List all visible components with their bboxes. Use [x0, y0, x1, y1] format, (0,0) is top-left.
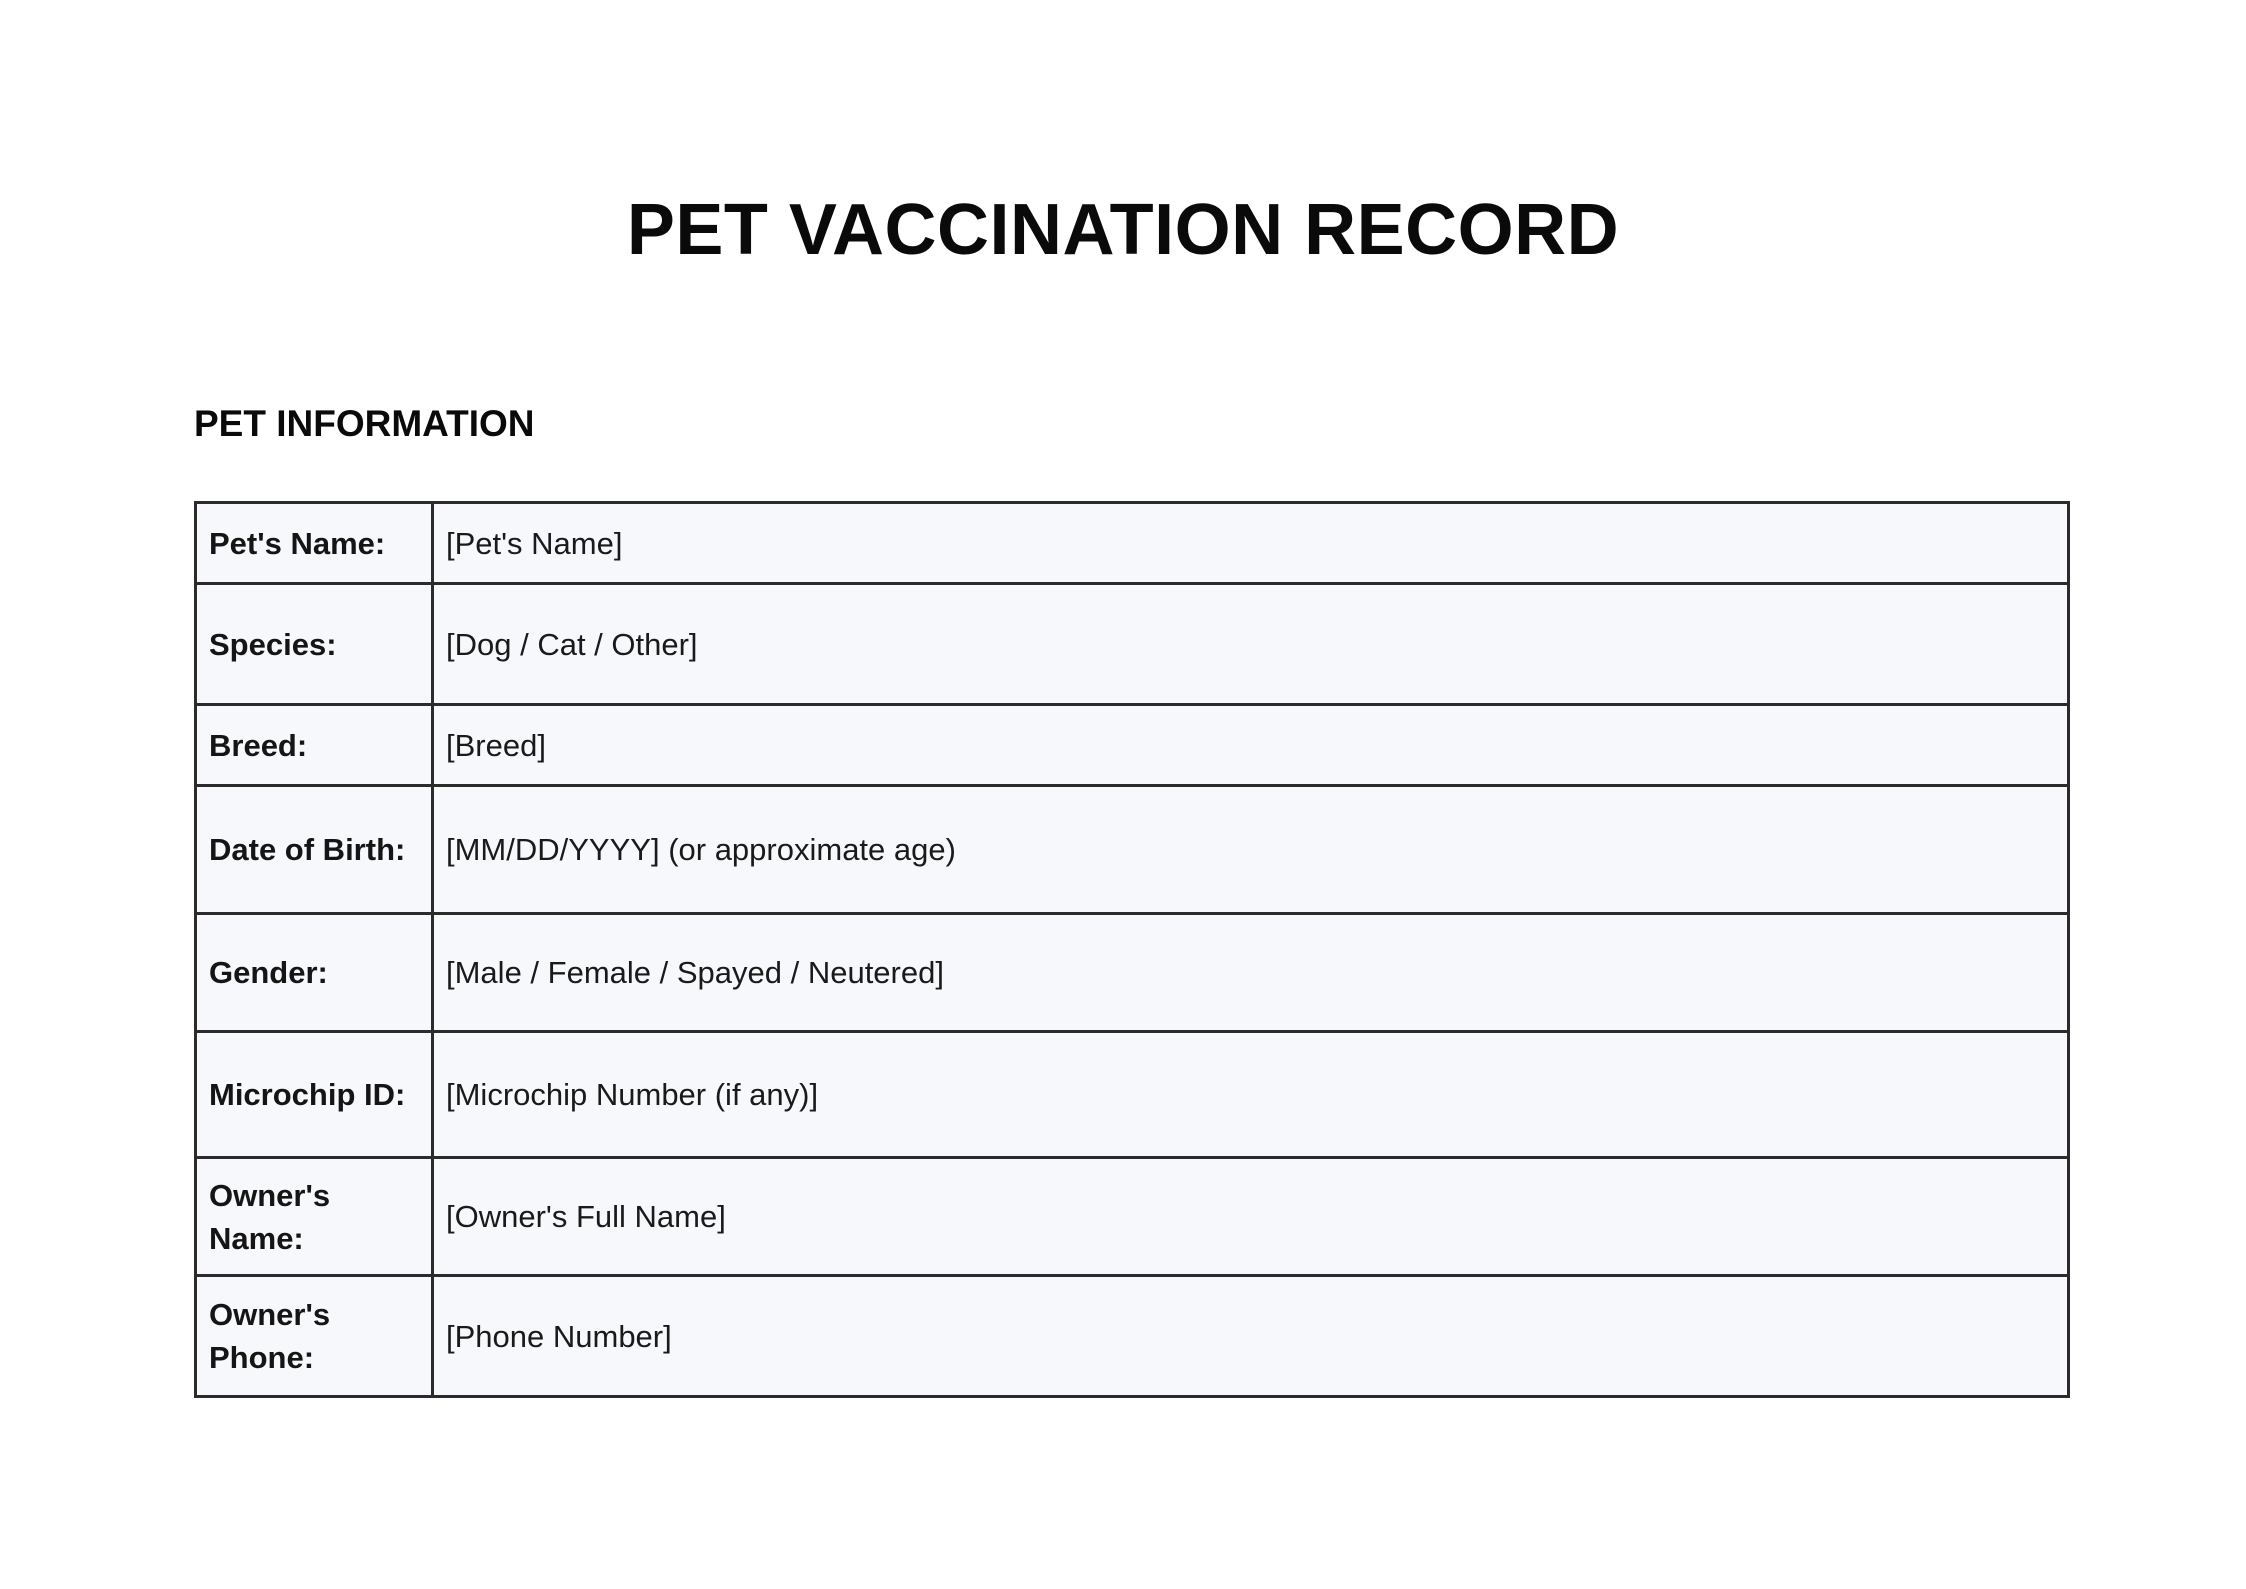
date-of-birth-label: Date of Birth:	[196, 786, 433, 914]
owners-phone-value[interactable]: [Phone Number]	[433, 1276, 2069, 1397]
pets-name-value[interactable]: [Pet's Name]	[433, 503, 2069, 584]
species-value[interactable]: [Dog / Cat / Other]	[433, 584, 2069, 705]
table-row-pets-name	[196, 503, 2069, 584]
pets-name-label: Pet's Name:	[196, 503, 433, 584]
gender-value[interactable]: [Male / Female / Spayed / Neutered]	[433, 914, 2069, 1032]
breed-value[interactable]: [Breed]	[433, 705, 2069, 786]
table-row-species	[196, 584, 2069, 705]
table-row-date-of-birth	[196, 786, 2069, 914]
table-row-breed	[196, 705, 2069, 786]
microchip-id-label: Microchip ID:	[196, 1032, 433, 1158]
species-label: Species:	[196, 584, 433, 705]
table-row-owners-name	[196, 1158, 2069, 1276]
table-row-owners-phone	[196, 1276, 2069, 1397]
table-row-microchip-id	[196, 1032, 2069, 1158]
document-title: PET VACCINATION RECORD	[626, 190, 1620, 270]
pet-information-table	[194, 501, 2070, 1398]
owners-name-value[interactable]: [Owner's Full Name]	[433, 1158, 2069, 1276]
gender-label: Gender:	[196, 914, 433, 1032]
section-heading-pet-information: PET INFORMATION	[194, 403, 535, 444]
breed-label: Breed:	[196, 705, 433, 786]
owners-name-label: Owner's Name:	[196, 1158, 433, 1276]
owners-phone-label: Owner's Phone:	[196, 1276, 433, 1397]
table-row-gender	[196, 914, 2069, 1032]
date-of-birth-value[interactable]: [MM/DD/YYYY] (or approximate age)	[433, 786, 2069, 914]
microchip-id-value[interactable]: [Microchip Number (if any)]	[433, 1032, 2069, 1158]
